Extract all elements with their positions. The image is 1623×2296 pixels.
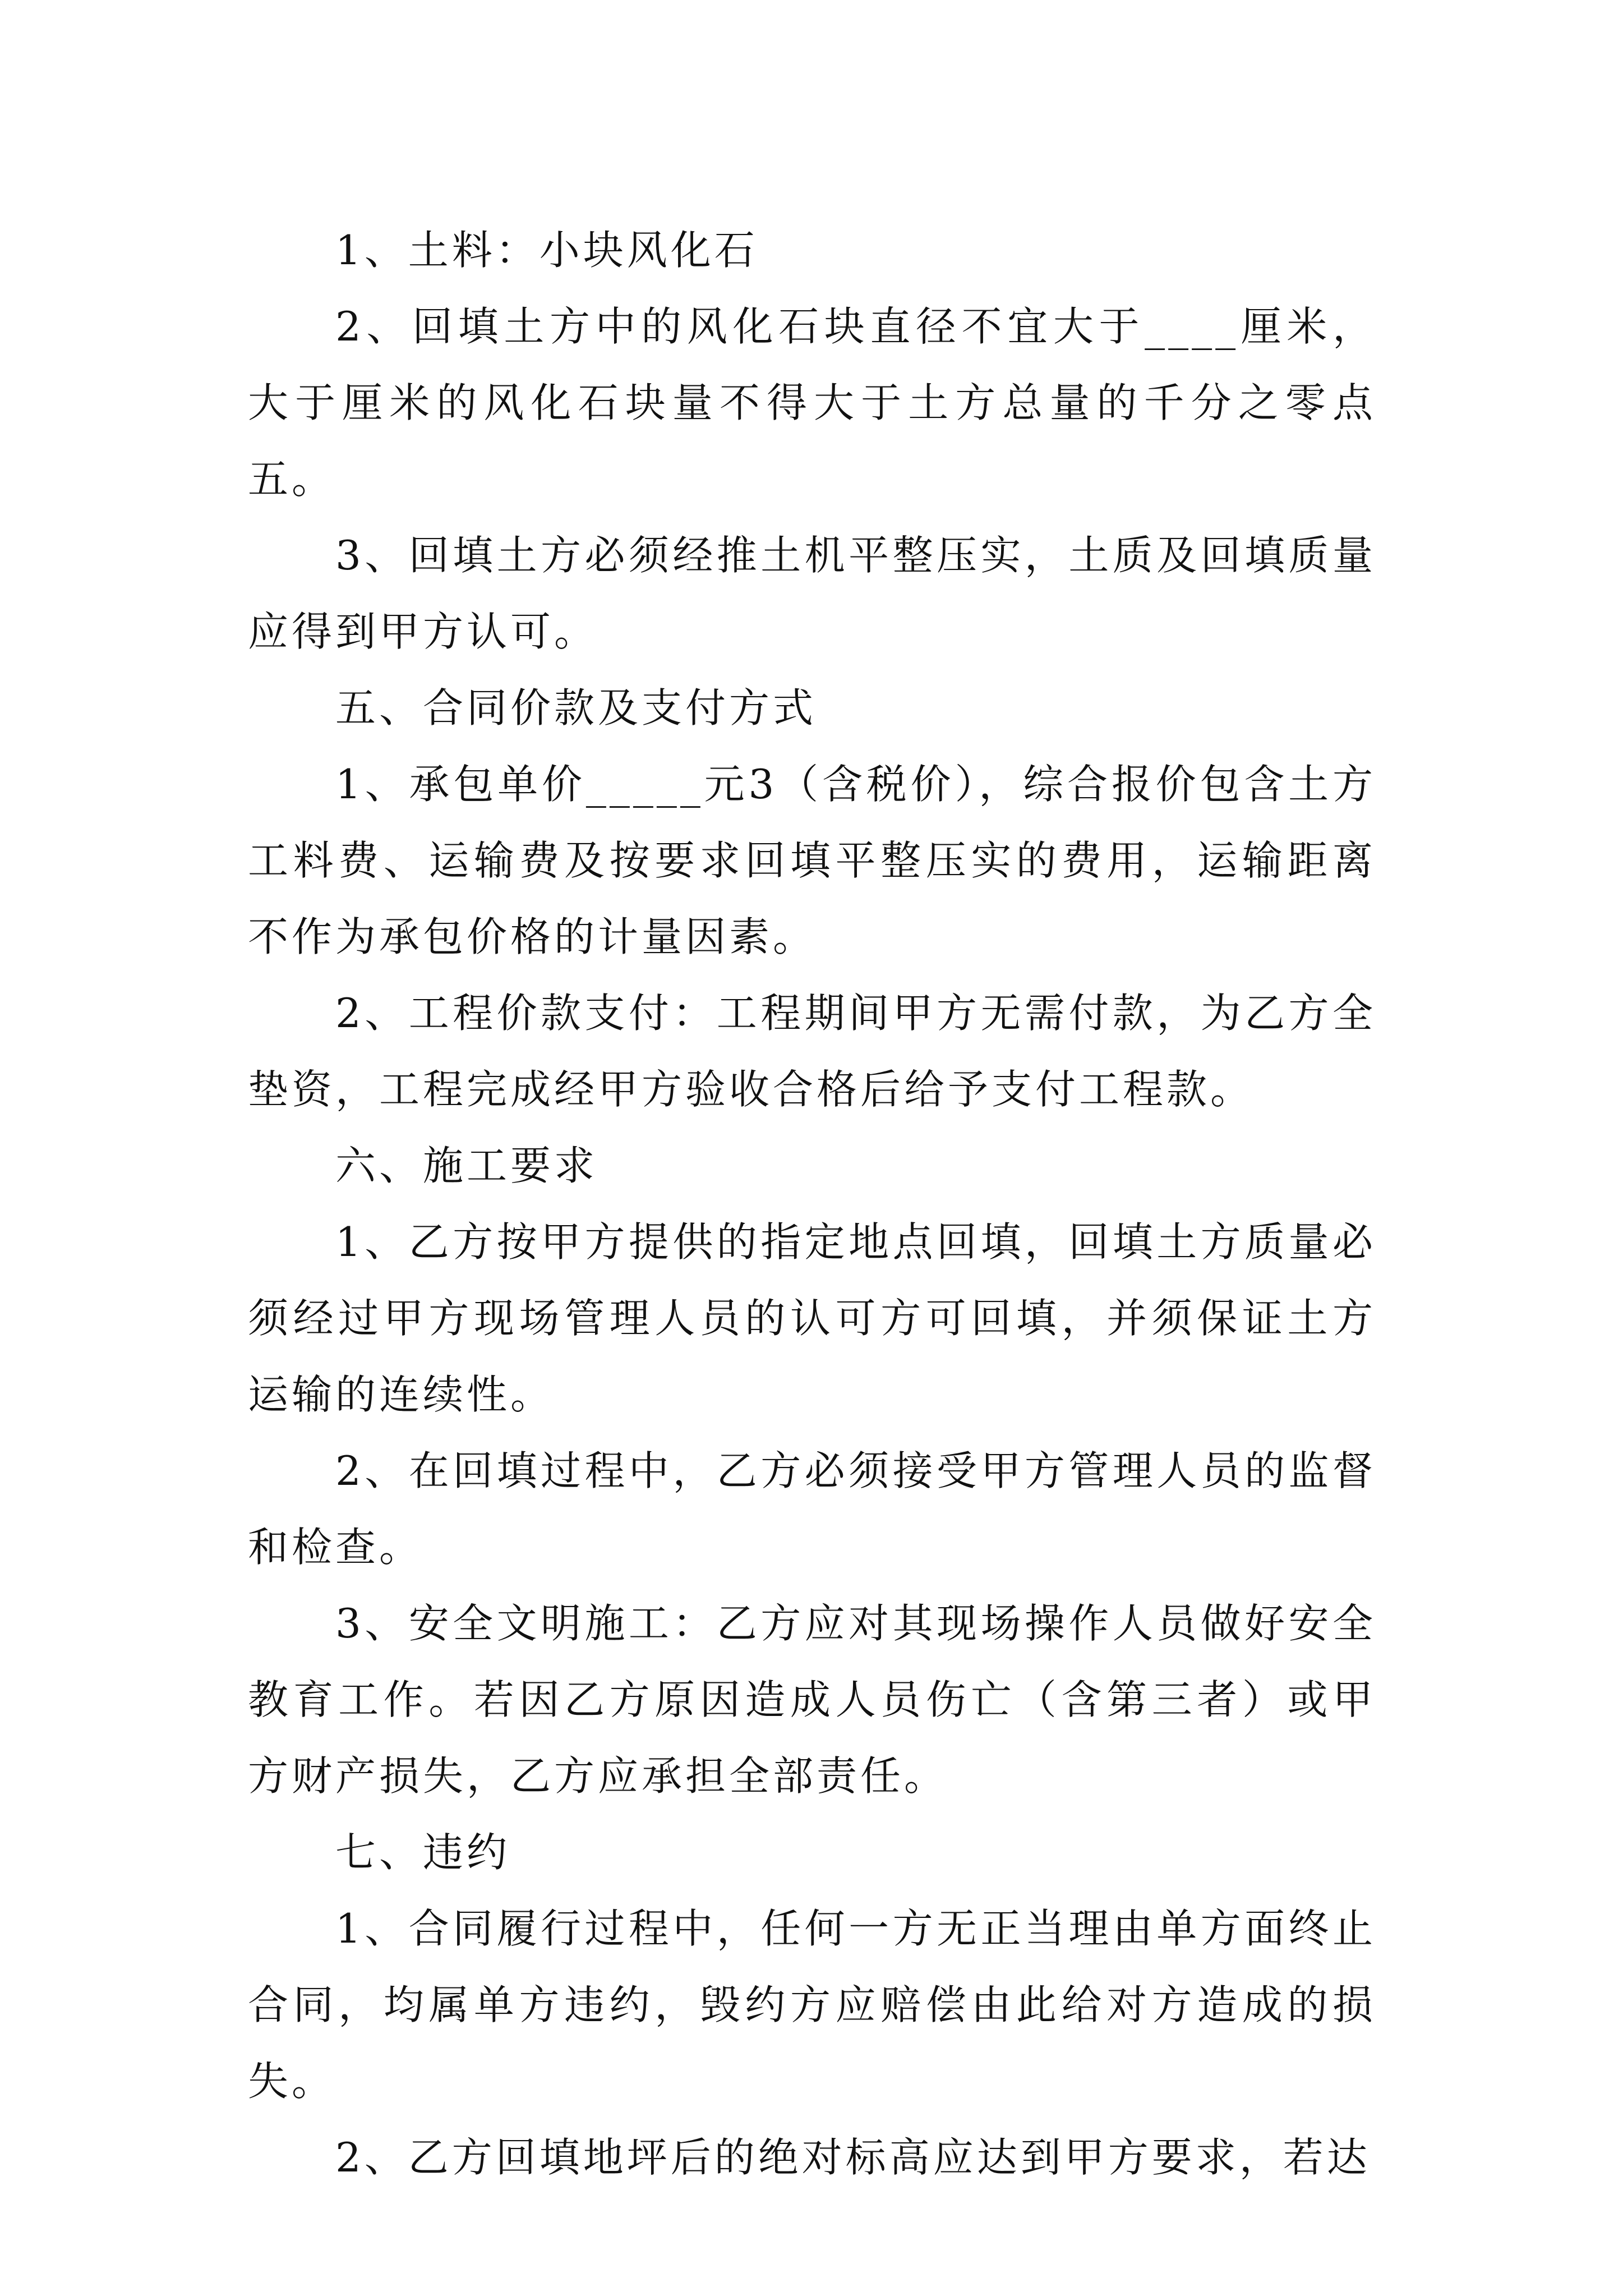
clause-2-payment: 2、工程价款支付：工程期间甲方无需付款，为乙方全垫资，工程完成经甲方验收合格后给予支付工程款。 — [248, 990, 1376, 1113]
section-heading-breach: 七、违约 — [335, 1829, 511, 1876]
clause-1-designated-location: 1、乙方按甲方提供的指定地点回填，回填土方质量必须经过甲方现场管理人员的认可方可回填，并须保证土方运输的连续性。 — [248, 1218, 1376, 1418]
clause-2-supervision: 2、在回填过程中，乙方必须接受甲方管理人员的监督和检查。 — [248, 1447, 1376, 1571]
clause-3-compaction: 3、回填土方必须经推土机平整压实，土质及回填质量应得到甲方认可。 — [248, 532, 1376, 655]
document-body — [248, 212, 1376, 2196]
section-heading-construction-requirements: 六、施工要求 — [335, 1142, 598, 1189]
clause-3-safety: 3、安全文明施工：乙方应对其现场操作人员做好安全教育工作。若因乙方原因造成人员伤亡（含第三者）或甲方财产损失，乙方应承担全部责任。 — [248, 1600, 1376, 1800]
clause-1-soil-material: 1、土料：小块风化石 — [335, 227, 758, 274]
clause-1-termination: 1、合同履行过程中，任何一方无正当理由单方面终止合同，均属单方违约，毁约方应赔偿由此给对方造成的损失。 — [248, 1905, 1376, 2105]
clause-2-stone-diameter: 2、回填土方中的风化石块直径不宜大于____厘米，大于厘米的风化石块量不得大于土方总量的千分之零点五。 — [248, 303, 1376, 503]
clause-1-unit-price: 1、承包单价_____元3（含税价），综合报价包含土方工料费、运输费及按要求回填平整压实的费用，运输距离不作为承包价格的计量因素。 — [248, 761, 1376, 960]
section-heading-price-payment: 五、合同价款及支付方式 — [335, 684, 817, 731]
clause-2-elevation: 2、乙方回填地坪后的绝对标高应达到甲方要求，若达 — [335, 2134, 1371, 2181]
